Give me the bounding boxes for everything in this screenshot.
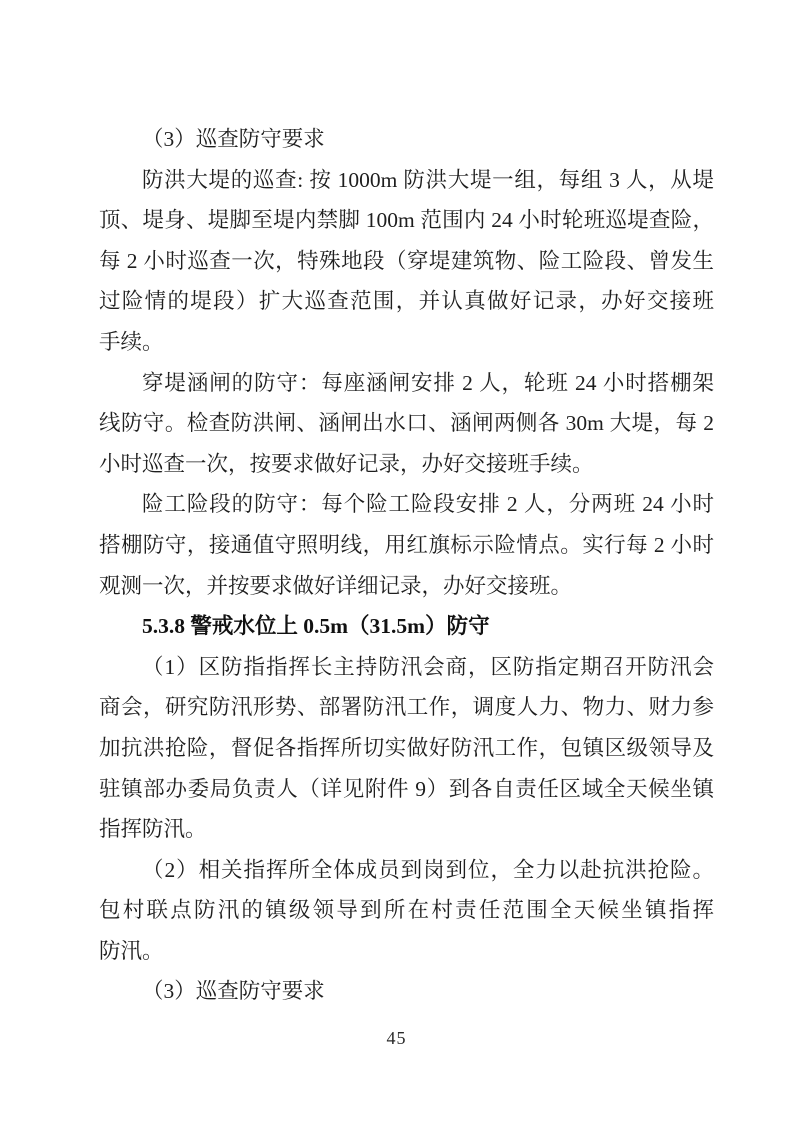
text-line: 观测一次，并按要求做好详细记录，办好交接班。 [99,573,573,598]
paragraph-patrol-heading-1 [99,119,714,160]
text-line: 搭棚防守，接通值守照明线，用红旗标示险情点。实行每 2 小时 [99,532,714,557]
paragraph-staff-on-duty [99,850,714,972]
paragraph-patrol-heading-2 [99,971,714,1012]
text-line: 过险情的堤段）扩大巡查范围，并认真做好记录，办好交接班 [99,289,714,314]
section-heading: 5.3.8 警戒水位上 0.5m（31.5m）防守 [142,614,490,639]
text-line: 防洪大堤的巡查: 按 1000m 防洪大堤一组，每组 3 人，从堤 [142,167,714,192]
text-line: （1）区防指指挥长主持防汛会商，区防指定期召开防汛会 [142,654,714,679]
text-line: 险工险段的防守：每个险工险段安排 2 人，分两班 24 小时 [142,492,714,517]
paragraph-culvert-defense [99,363,714,485]
text-line: （3）巡查防守要求 [142,127,325,151]
text-line: 线防守。检查防洪闸、涵闸出水口、涵闸两侧各 30m 大堤，每 2 [99,411,714,436]
text-line: 穿堤涵闸的防守：每座涵闸安排 2 人，轮班 24 小时搭棚架 [142,370,714,395]
page-number: 45 [386,1028,407,1048]
paragraph-dangerous-section-defense [99,484,714,606]
section-5-3-8 [99,606,714,647]
text-line: 防汛。 [99,938,164,963]
text-line: 指挥防汛。 [99,817,207,842]
paragraph-command-consultation [99,647,714,850]
text-line: 小时巡查一次，按要求做好记录，办好交接班手续。 [99,451,594,476]
text-line: 商会，研究防汛形势、部署防汛工作，调度人力、物力、财力参 [99,695,714,720]
text-line: 手续。 [99,329,164,354]
document-body [99,119,714,1012]
text-line: 每 2 小时巡查一次，特殊地段（穿堤建筑物、险工险段、曾发生 [99,248,714,273]
text-line: 顶、堤身、堤脚至堤内禁脚 100m 范围内 24 小时轮班巡堤查险， [99,208,714,233]
paragraph-dike-patrol [99,160,714,363]
text-line: 包村联点防汛的镇级领导到所在村责任范围全天候坐镇指挥 [99,898,714,923]
text-line: （2）相关指挥所全体成员到岗到位，全力以赴抗洪抢险。 [142,857,714,882]
text-line: （3）巡查防守要求 [142,979,325,1004]
text-line: 加抗洪抢险，督促各指挥所切实做好防汛工作，包镇区级领导及 [99,735,714,760]
text-line: 驻镇部办委局负责人（详见附件 9）到各自责任区域全天候坐镇 [99,776,714,801]
